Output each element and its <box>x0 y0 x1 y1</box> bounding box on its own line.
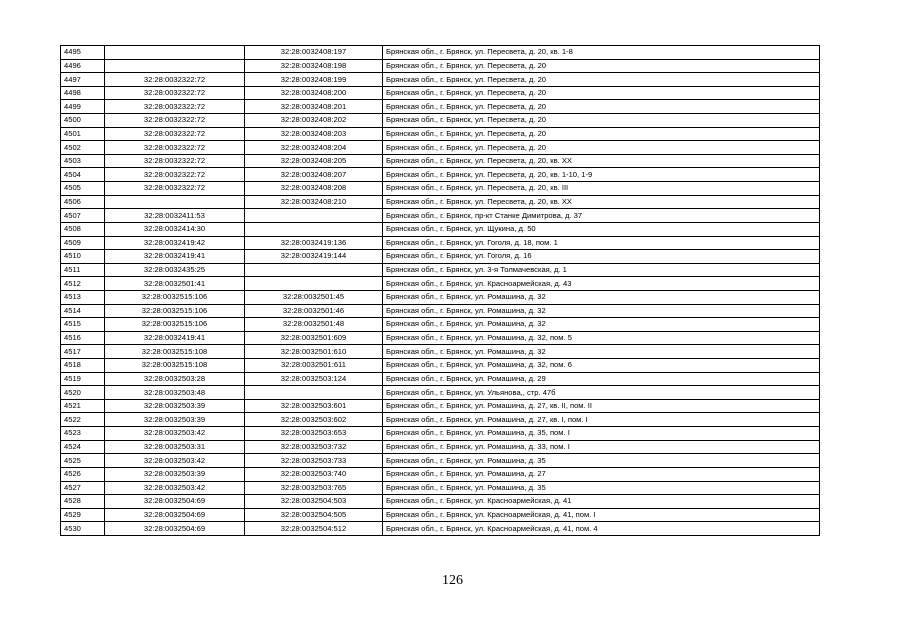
row-number-cell: 4498 <box>61 86 105 100</box>
cadastral-number-a-cell: 32:28:0032515:106 <box>105 318 245 332</box>
cadastral-number-b-cell <box>245 209 383 223</box>
row-number-cell: 4499 <box>61 100 105 114</box>
address-cell: Брянская обл., г. Брянск, ул. Ромашина, д. 35, пом. I <box>383 427 820 441</box>
row-number-cell: 4516 <box>61 331 105 345</box>
table-row <box>61 209 820 223</box>
row-number-cell: 4497 <box>61 73 105 87</box>
cadastral-number-a-cell: 32:28:0032504:69 <box>105 508 245 522</box>
table-row <box>61 86 820 100</box>
row-number-cell: 4496 <box>61 59 105 73</box>
row-number-cell: 4506 <box>61 195 105 209</box>
address-cell: Брянская обл., г. Брянск, ул. Красноармейская, д. 41 <box>383 495 820 509</box>
cadastral-number-a-cell: 32:28:0032503:28 <box>105 372 245 386</box>
cadastral-number-b-cell: 32:28:0032503:602 <box>245 413 383 427</box>
row-number-cell: 4504 <box>61 168 105 182</box>
cadastral-number-a-cell: 32:28:0032322:72 <box>105 100 245 114</box>
cadastral-number-b-cell: 32:28:0032501:45 <box>245 290 383 304</box>
cadastral-number-a-cell: 32:28:0032419:42 <box>105 236 245 250</box>
cadastral-number-a-cell: 32:28:0032503:42 <box>105 427 245 441</box>
table-row <box>61 454 820 468</box>
table-row <box>61 127 820 141</box>
address-cell: Брянская обл., г. Брянск, ул. Пересвета, д. 20, кв. III <box>383 182 820 196</box>
table-row <box>61 345 820 359</box>
table-row <box>61 440 820 454</box>
cadastral-number-b-cell: 32:28:0032504:512 <box>245 522 383 536</box>
table-row <box>61 168 820 182</box>
address-cell: Брянская обл., г. Брянск, ул. Ромашина, д. 32, пом. 6 <box>383 359 820 373</box>
table-row <box>61 427 820 441</box>
row-number-cell: 4529 <box>61 508 105 522</box>
address-cell: Брянская обл., г. Брянск, ул. Пересвета, д. 20, кв. XX <box>383 195 820 209</box>
cadastral-number-a-cell: 32:28:0032504:69 <box>105 495 245 509</box>
row-number-cell: 4522 <box>61 413 105 427</box>
address-cell: Брянская обл., г. Брянск, ул. Пересвета, д. 20 <box>383 127 820 141</box>
table-row <box>61 413 820 427</box>
cadastral-number-a-cell: 32:28:0032515:108 <box>105 345 245 359</box>
address-cell: Брянская обл., г. Брянск, ул. Ромашина, д. 35 <box>383 454 820 468</box>
property-table-body <box>61 46 820 536</box>
row-number-cell: 4519 <box>61 372 105 386</box>
table-row <box>61 318 820 332</box>
row-number-cell: 4502 <box>61 141 105 155</box>
cadastral-number-b-cell: 32:28:0032503:733 <box>245 454 383 468</box>
cadastral-number-b-cell: 32:28:0032501:609 <box>245 331 383 345</box>
cadastral-number-a-cell: 32:28:0032322:72 <box>105 168 245 182</box>
cadastral-number-a-cell: 32:28:0032419:41 <box>105 331 245 345</box>
cadastral-number-b-cell: 32:28:0032408:199 <box>245 73 383 87</box>
table-row <box>61 195 820 209</box>
table-row <box>61 331 820 345</box>
row-number-cell: 4524 <box>61 440 105 454</box>
address-cell: Брянская обл., г. Брянск, ул. Гоголя, д. 16 <box>383 250 820 264</box>
cadastral-number-a-cell: 32:28:0032503:48 <box>105 386 245 400</box>
cadastral-number-a-cell: 32:28:0032419:41 <box>105 250 245 264</box>
table-row <box>61 182 820 196</box>
table-row <box>61 250 820 264</box>
cadastral-number-b-cell: 32:28:0032419:136 <box>245 236 383 250</box>
address-cell: Брянская обл., г. Брянск, ул. Ромашина, д. 29 <box>383 372 820 386</box>
address-cell: Брянская обл., г. Брянск, ул. Ромашина, д. 27, кв. II, пом. II <box>383 399 820 413</box>
address-cell: Брянская обл., г. Брянск, ул. 3-я Толмачевская, д. 1 <box>383 263 820 277</box>
row-number-cell: 4523 <box>61 427 105 441</box>
cadastral-number-a-cell: 32:28:0032322:72 <box>105 73 245 87</box>
table-row <box>61 467 820 481</box>
cadastral-number-b-cell: 32:28:0032408:201 <box>245 100 383 114</box>
row-number-cell: 4500 <box>61 114 105 128</box>
cadastral-number-a-cell: 32:28:0032322:72 <box>105 141 245 155</box>
row-number-cell: 4525 <box>61 454 105 468</box>
address-cell: Брянская обл., г. Брянск, ул. Ромашина, д. 35 <box>383 481 820 495</box>
cadastral-number-b-cell <box>245 222 383 236</box>
table-row <box>61 141 820 155</box>
cadastral-number-b-cell: 32:28:0032408:203 <box>245 127 383 141</box>
row-number-cell: 4520 <box>61 386 105 400</box>
property-table <box>60 45 820 536</box>
table-row <box>61 522 820 536</box>
address-cell: Брянская обл., г. Брянск, ул. Ромашина, д. 32 <box>383 304 820 318</box>
table-row <box>61 236 820 250</box>
address-cell: Брянская обл., г. Брянск, пр-кт Станке Димитрова, д. 37 <box>383 209 820 223</box>
row-number-cell: 4501 <box>61 127 105 141</box>
cadastral-number-b-cell: 32:28:0032501:611 <box>245 359 383 373</box>
cadastral-number-b-cell: 32:28:0032501:48 <box>245 318 383 332</box>
row-number-cell: 4526 <box>61 467 105 481</box>
row-number-cell: 4527 <box>61 481 105 495</box>
cadastral-number-b-cell: 32:28:0032408:208 <box>245 182 383 196</box>
address-cell: Брянская обл., г. Брянск, ул. Ромашина, д. 32, пом. 5 <box>383 331 820 345</box>
row-number-cell: 4530 <box>61 522 105 536</box>
address-cell: Брянская обл., г. Брянск, ул. Щукина, д. 50 <box>383 222 820 236</box>
cadastral-number-a-cell: 32:28:0032503:39 <box>105 413 245 427</box>
table-row <box>61 386 820 400</box>
table-row <box>61 154 820 168</box>
cadastral-number-b-cell: 32:28:0032408:200 <box>245 86 383 100</box>
cadastral-number-a-cell: 32:28:0032503:42 <box>105 454 245 468</box>
address-cell: Брянская обл., г. Брянск, ул. Пересвета, д. 20 <box>383 114 820 128</box>
page-number: 126 <box>442 573 463 588</box>
row-number-cell: 4515 <box>61 318 105 332</box>
cadastral-number-b-cell: 32:28:0032408:197 <box>245 46 383 60</box>
row-number-cell: 4518 <box>61 359 105 373</box>
table-row <box>61 304 820 318</box>
cadastral-number-a-cell: 32:28:0032435:25 <box>105 263 245 277</box>
table-row <box>61 495 820 509</box>
cadastral-number-b-cell: 32:28:0032419:144 <box>245 250 383 264</box>
table-row <box>61 59 820 73</box>
row-number-cell: 4505 <box>61 182 105 196</box>
address-cell: Брянская обл., г. Брянск, ул. Пересвета, д. 20 <box>383 141 820 155</box>
address-cell: Брянская обл., г. Брянск, ул. Ромашина, д. 27, кв. I, пом. I <box>383 413 820 427</box>
row-number-cell: 4511 <box>61 263 105 277</box>
row-number-cell: 4503 <box>61 154 105 168</box>
table-row <box>61 222 820 236</box>
address-cell: Брянская обл., г. Брянск, ул. Ромашина, д. 33, пом. I <box>383 440 820 454</box>
row-number-cell: 4508 <box>61 222 105 236</box>
row-number-cell: 4507 <box>61 209 105 223</box>
cadastral-number-a-cell: 32:28:0032322:72 <box>105 182 245 196</box>
cadastral-number-a-cell: 32:28:0032501:41 <box>105 277 245 291</box>
row-number-cell: 4517 <box>61 345 105 359</box>
table-row <box>61 372 820 386</box>
row-number-cell: 4510 <box>61 250 105 264</box>
cadastral-number-b-cell: 32:28:0032503:653 <box>245 427 383 441</box>
cadastral-number-b-cell: 32:28:0032408:205 <box>245 154 383 168</box>
cadastral-number-a-cell: 32:28:0032414:30 <box>105 222 245 236</box>
cadastral-number-b-cell: 32:28:0032503:732 <box>245 440 383 454</box>
address-cell: Брянская обл., г. Брянск, ул. Пересвета, д. 20, кв. 1-8 <box>383 46 820 60</box>
cadastral-number-a-cell <box>105 195 245 209</box>
table-row <box>61 290 820 304</box>
cadastral-number-a-cell: 32:28:0032322:72 <box>105 154 245 168</box>
address-cell: Брянская обл., г. Брянск, ул. Красноармейская, д. 41, пом. 4 <box>383 522 820 536</box>
address-cell: Брянская обл., г. Брянск, ул. Ромашина, д. 27 <box>383 467 820 481</box>
cadastral-number-b-cell: 32:28:0032501:46 <box>245 304 383 318</box>
table-row <box>61 46 820 60</box>
table-row <box>61 481 820 495</box>
address-cell: Брянская обл., г. Брянск, ул. Пересвета, д. 20 <box>383 73 820 87</box>
table-row <box>61 277 820 291</box>
cadastral-number-a-cell: 32:28:0032322:72 <box>105 86 245 100</box>
address-cell: Брянская обл., г. Брянск, ул. Пересвета, д. 20, кв. 1-10, 1-9 <box>383 168 820 182</box>
row-number-cell: 4514 <box>61 304 105 318</box>
cadastral-number-b-cell: 32:28:0032408:207 <box>245 168 383 182</box>
row-number-cell: 4512 <box>61 277 105 291</box>
cadastral-number-b-cell: 32:28:0032408:204 <box>245 141 383 155</box>
cadastral-number-a-cell: 32:28:0032504:69 <box>105 522 245 536</box>
cadastral-number-a-cell: 32:28:0032503:39 <box>105 467 245 481</box>
cadastral-number-b-cell: 32:28:0032503:124 <box>245 372 383 386</box>
cadastral-number-a-cell <box>105 59 245 73</box>
address-cell: Брянская обл., г. Брянск, ул. Красноармейская, д. 41, пом. I <box>383 508 820 522</box>
cadastral-number-a-cell: 32:28:0032515:108 <box>105 359 245 373</box>
address-cell: Брянская обл., г. Брянск, ул. Гоголя, д. 18, пом. 1 <box>383 236 820 250</box>
cadastral-number-b-cell: 32:28:0032504:505 <box>245 508 383 522</box>
cadastral-number-b-cell: 32:28:0032503:765 <box>245 481 383 495</box>
cadastral-number-b-cell <box>245 277 383 291</box>
cadastral-number-a-cell: 32:28:0032411:53 <box>105 209 245 223</box>
table-row <box>61 114 820 128</box>
cadastral-number-b-cell <box>245 386 383 400</box>
cadastral-number-b-cell: 32:28:0032408:210 <box>245 195 383 209</box>
row-number-cell: 4521 <box>61 399 105 413</box>
address-cell: Брянская обл., г. Брянск, ул. Пересвета, д. 20, кв. XX <box>383 154 820 168</box>
table-row <box>61 508 820 522</box>
table-row <box>61 73 820 87</box>
cadastral-number-a-cell: 32:28:0032503:39 <box>105 399 245 413</box>
row-number-cell: 4528 <box>61 495 105 509</box>
cadastral-number-a-cell: 32:28:0032322:72 <box>105 114 245 128</box>
table-row <box>61 359 820 373</box>
table-row <box>61 100 820 114</box>
address-cell: Брянская обл., г. Брянск, ул. Красноармейская, д. 43 <box>383 277 820 291</box>
address-cell: Брянская обл., г. Брянск, ул. Ульянова,, стр. 47б <box>383 386 820 400</box>
address-cell: Брянская обл., г. Брянск, ул. Пересвета, д. 20 <box>383 59 820 73</box>
cadastral-number-a-cell: 32:28:0032503:42 <box>105 481 245 495</box>
address-cell: Брянская обл., г. Брянск, ул. Пересвета, д. 20 <box>383 100 820 114</box>
address-cell: Брянская обл., г. Брянск, ул. Ромашина, д. 32 <box>383 318 820 332</box>
address-cell: Брянская обл., г. Брянск, ул. Ромашина, д. 32 <box>383 290 820 304</box>
cadastral-number-b-cell: 32:28:0032503:740 <box>245 467 383 481</box>
address-cell: Брянская обл., г. Брянск, ул. Ромашина, д. 32 <box>383 345 820 359</box>
cadastral-number-a-cell <box>105 46 245 60</box>
row-number-cell: 4495 <box>61 46 105 60</box>
cadastral-number-b-cell: 32:28:0032501:610 <box>245 345 383 359</box>
row-number-cell: 4509 <box>61 236 105 250</box>
cadastral-number-a-cell: 32:28:0032322:72 <box>105 127 245 141</box>
address-cell: Брянская обл., г. Брянск, ул. Пересвета, д. 20 <box>383 86 820 100</box>
cadastral-number-b-cell: 32:28:0032408:202 <box>245 114 383 128</box>
cadastral-number-b-cell: 32:28:0032408:198 <box>245 59 383 73</box>
cadastral-number-b-cell: 32:28:0032504:503 <box>245 495 383 509</box>
table-row <box>61 399 820 413</box>
cadastral-number-b-cell <box>245 263 383 277</box>
cadastral-number-a-cell: 32:28:0032515:106 <box>105 290 245 304</box>
cadastral-number-b-cell: 32:28:0032503:601 <box>245 399 383 413</box>
cadastral-number-a-cell: 32:28:0032515:106 <box>105 304 245 318</box>
row-number-cell: 4513 <box>61 290 105 304</box>
cadastral-number-a-cell: 32:28:0032503:31 <box>105 440 245 454</box>
table-row <box>61 263 820 277</box>
